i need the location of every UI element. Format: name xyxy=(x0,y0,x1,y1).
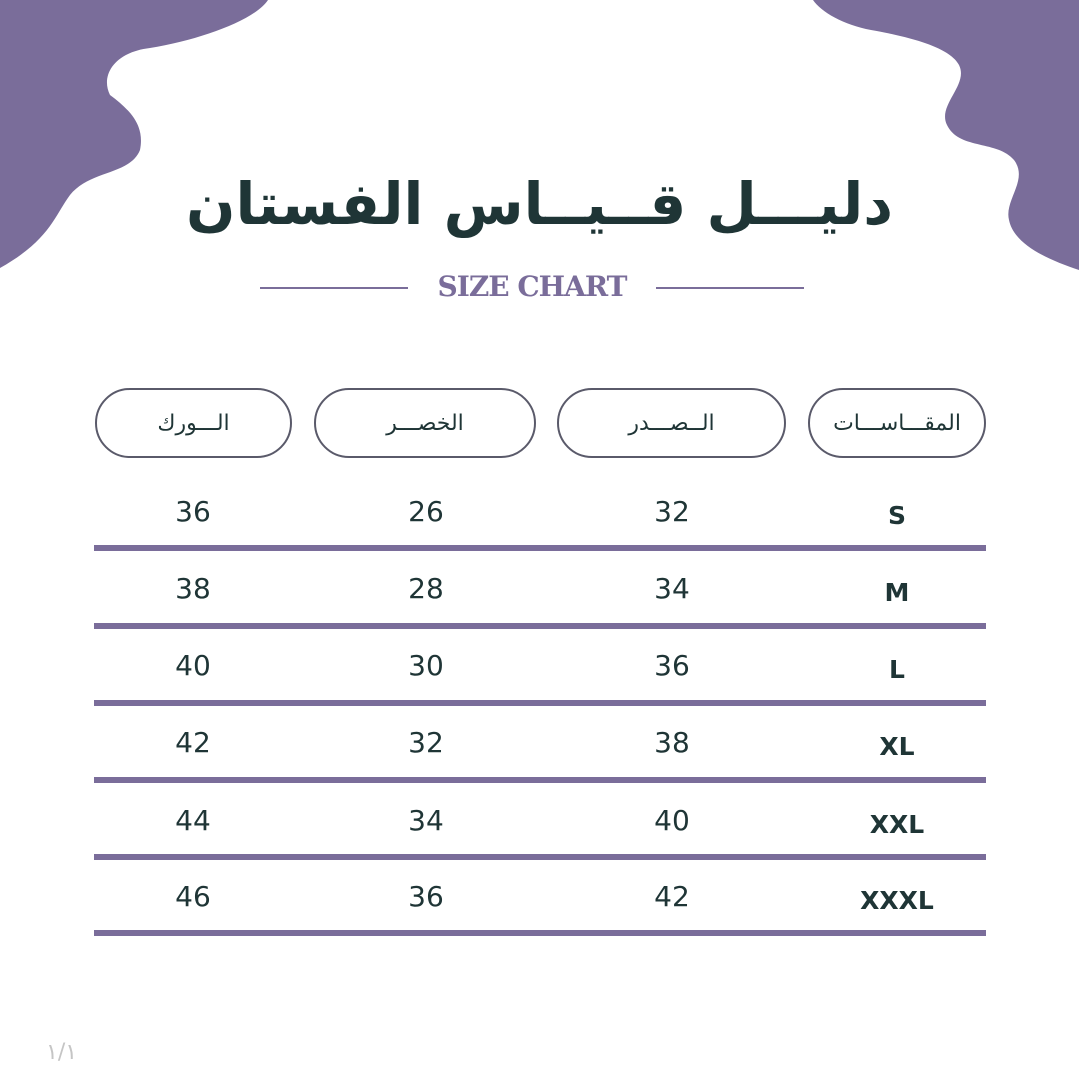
subtitle-divider-left xyxy=(260,287,408,289)
row-divider xyxy=(94,700,986,706)
waist-cell: 32 xyxy=(408,725,444,759)
subtitle: SIZE CHART xyxy=(437,270,627,303)
hip-cell: 38 xyxy=(175,571,211,605)
header-waist: الخصـــر xyxy=(314,388,536,458)
page-title: دليـــل قــيــاس الفستان xyxy=(186,170,893,238)
decorative-corner-shape-left xyxy=(0,0,300,280)
waist-cell: 34 xyxy=(408,803,444,837)
waist-cell: 30 xyxy=(408,648,444,682)
waist-cell: 36 xyxy=(408,879,444,913)
header-bust: الــصـــدر xyxy=(557,388,786,458)
subtitle-divider-right xyxy=(656,287,804,289)
row-divider xyxy=(94,623,986,629)
bust-cell: 42 xyxy=(654,879,690,913)
bust-cell: 36 xyxy=(654,648,690,682)
size-cell: M xyxy=(884,577,910,607)
waist-cell: 28 xyxy=(408,571,444,605)
header-size: المقـــاســـات xyxy=(808,388,986,458)
row-divider xyxy=(94,930,986,936)
hip-cell: 42 xyxy=(175,725,211,759)
row-divider xyxy=(94,777,986,783)
row-divider xyxy=(94,545,986,551)
header-hip: الـــورك xyxy=(95,388,292,458)
size-cell: XXXL xyxy=(860,885,934,915)
hip-cell: 44 xyxy=(175,803,211,837)
row-divider xyxy=(94,854,986,860)
hip-cell: 40 xyxy=(175,648,211,682)
page-number: ١/١ xyxy=(46,1040,78,1065)
size-cell: XXL xyxy=(869,809,925,839)
bust-cell: 40 xyxy=(654,803,690,837)
hip-cell: 36 xyxy=(175,494,211,528)
bust-cell: 32 xyxy=(654,494,690,528)
subtitle-row xyxy=(0,268,1079,308)
bust-cell: 34 xyxy=(654,571,690,605)
size-cell: S xyxy=(887,500,906,530)
bust-cell: 38 xyxy=(654,725,690,759)
waist-cell: 26 xyxy=(408,494,444,528)
hip-cell: 46 xyxy=(175,879,211,913)
size-cell: XL xyxy=(879,731,915,761)
size-cell: L xyxy=(889,654,905,684)
